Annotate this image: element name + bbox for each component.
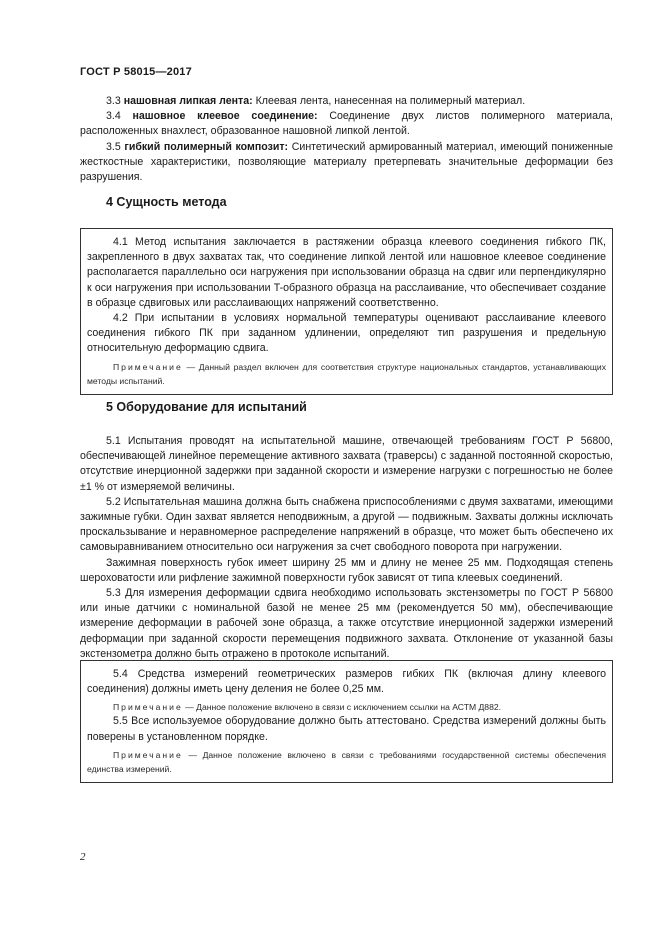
- paragraph-5-1: 5.1 Испытания проводят на испытательной машине, отвечающей требованиям ГОСТ Р 56800, обеспечивающей линейное перемещение активного захвата (траверсы) с заданной постоянной скоростью, отсутствие инерционной задержки при заданной скорости и измерение нагрузки с погрешностью не более ±1 % от измеряемой величины.: [80, 435, 613, 493]
- section-5-title: 5 Оборудование для испытаний: [106, 400, 307, 414]
- definition-3-3: 3.3 нашовная липкая лента: Клеевая лента, нанесенная на полимерный материал.: [106, 95, 526, 107]
- paragraph-5-2: 5.2 Испытательная машина должна быть снабжена приспособлениями с двумя захватами, имеющими зажимные губки. Один захват является неподвижным, а другой — подвижным. Захваты должны исключать проскальзывание и неравномерное распределение напряжений в образце, что может быть обеспечено их самовыравниванием относительно оси нагружения за счет свободного поворота при нагружении.: [80, 495, 613, 554]
- definitions-block: [80, 94, 613, 185]
- paragraph-4-2: 4.2 При испытании в условиях нормальной температуры оценивают расслаивание клеевого соединения гибкого ПК при заданном удлинении, определяют тип разрушения и предельную относительную деформацию сдвига.: [87, 312, 606, 355]
- section-5-body: [80, 434, 613, 662]
- paragraph-5-3: 5.3 Для измерения деформации сдвига необходимо использовать экстензометры по ГОСТ Р 56800 или иные датчики с номинальной базой не менее 25 мм (рекомендуется 50 мм), обеспечивающие измерение деформации в рабочей зоне образца, а также отсутствие инерционной задержки измерений деформации при заданной скорости перемещения подвижного захвата. Отклонение от указанной базы экстензометра должно быть отражено в протоколе испытаний.: [80, 587, 613, 660]
- paragraph-5-4: 5.4 Средства измерений геометрических размеров гибких ПК (включая длину клеевого соединения) должны иметь цену деления не более 0,25 мм.: [87, 668, 606, 696]
- section-4-frame: [80, 228, 613, 395]
- note-section-4: Примечание — Данный раздел включен для соответствия структуре национальных стандартов, устанавливающих методы испытаний.: [87, 361, 606, 386]
- paragraph-5-5: 5.5 Все используемое оборудование должно быть аттестовано. Средства измерений должны быть поверены в установленном порядке.: [87, 715, 606, 743]
- section-5-frame: [80, 660, 613, 783]
- definition-3-5: 3.5 гибкий полимерный композит: Синтетический армированный материал, имеющий пониженные жесткостные характеристики, позволяющие материалу претерпевать значительные деформации без разрушения.: [80, 140, 614, 184]
- definition-3-4: 3.4 нашовное клеевое соединение: Соединение двух листов полимерного материала, расположенных внахлест, образованное нашовной липкой лентой.: [80, 110, 613, 138]
- section-4-title: 4 Сущность метода: [106, 195, 227, 209]
- paragraph-5-2-cont: Зажимная поверхность губок имеет ширину 25 мм и длину не менее 25 мм. Подходящая степень шероховатости или рифление зажимной поверхности губок зависят от типа клеевых соединений.: [80, 556, 613, 584]
- paragraph-4-1: 4.1 Метод испытания заключается в растяжении образца клеевого соединения гибкого ПК, закрепленного в двух захватах так, что соединение липкой лентой или нашовное клеевое соединение располагается параллельно оси нагружения при использовании образца на сдвиг или перпендикулярно к оси нагружения при использовании T-образного образца на расслаивание, что обеспечивает создание в образце сдвиговых или расслаивающих напряжений соответственно.: [87, 236, 606, 309]
- standard-header: ГОСТ Р 58015—2017: [80, 66, 192, 78]
- note-5-5: Примечание — Данное положение включено в связи с требованиями государственной системы обеспечения единства измерений.: [87, 749, 606, 774]
- note-5-4: Примечание — Данное положение включено в связи с исключением ссылки на АСТМ Д882.: [113, 702, 502, 713]
- page-number: 2: [80, 851, 86, 863]
